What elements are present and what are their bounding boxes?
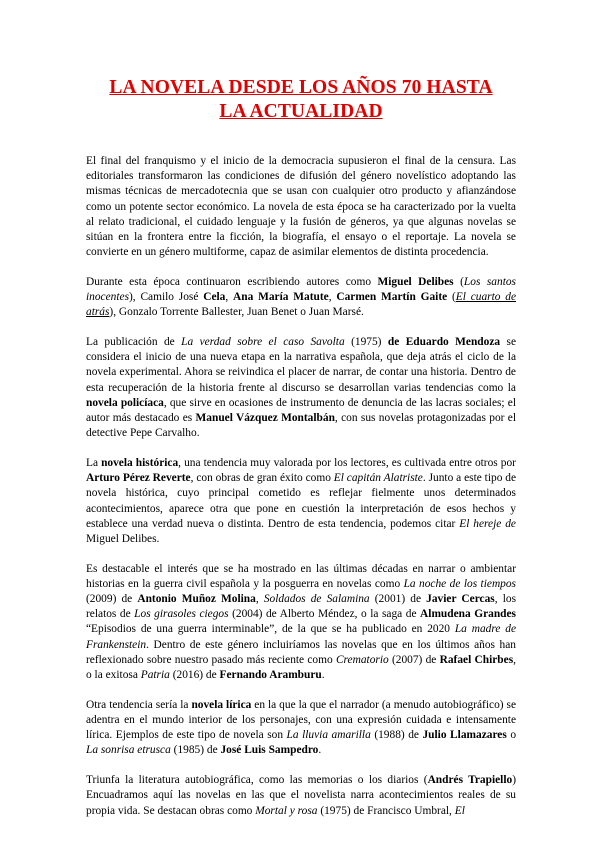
text-run: ( xyxy=(453,275,464,288)
author-name: Carmen Martín Gaite xyxy=(336,291,448,304)
text-run: (1985) de xyxy=(170,744,221,757)
author-name: Arturo Pérez Reverte xyxy=(86,472,191,485)
paragraph-guerra-civil xyxy=(86,562,516,684)
text-run: en la que la que el narrador (a menudo autobiográfico) se adentra en el mundo interior de los personajes, con una expresión cuidada e intensamente lírica. Ejemplos de este tipo de novela son xyxy=(86,698,516,742)
text-run: Otra tendencia sería la xyxy=(86,698,192,711)
work-title: El capitán Alatriste xyxy=(333,472,423,485)
text-run: (2009) de xyxy=(86,593,138,606)
text-run: ), Gonzalo Torrente Ballester, Juan Benet o Juan Marsé. xyxy=(109,306,364,319)
genre-name: novela histórica xyxy=(101,456,179,469)
paragraph-autobiografica xyxy=(86,773,516,819)
author-name: Almudena Grandes xyxy=(420,608,516,621)
text-run: ), Camilo José xyxy=(129,291,204,304)
title-line-2: LA ACTUALIDAD xyxy=(219,101,383,122)
text-run: . Dentro de este género incluiríamos las novelas que en los últimos años han reflexionado sobre nuestro pasado más reciente como xyxy=(86,638,516,666)
work-title: La noche de los tiempos xyxy=(403,577,516,590)
text-run: La xyxy=(86,456,102,469)
text-run: , o la exitosa xyxy=(86,653,516,682)
text-run: Durante esta época continuaron escribiendo autores como xyxy=(86,275,378,288)
work-title: Mortal y rosa xyxy=(255,804,318,817)
text-run: , xyxy=(255,593,264,606)
author-name: Ana María Matute xyxy=(233,291,329,304)
text-run: , los relatos de xyxy=(86,593,516,621)
text-run: , que sirve en ocasiones de instrumento de denuncia de las lacras sociales; el autor más destacado es xyxy=(86,396,516,425)
text-run: Es destacable el interés que se ha mostrado en las últimas décadas en narrar o ambientar historias en la guerra civil española y la posguerra en novelas como xyxy=(86,562,516,590)
work-title: Soldados de Salamina xyxy=(263,593,370,606)
author-name: de Eduardo Mendoza xyxy=(387,336,501,349)
text-run: “Episodios de una guerra interminable”, de la que se ha publicado en 2020 xyxy=(86,623,455,636)
paragraph-authors xyxy=(86,275,516,321)
text-run: La publicación de xyxy=(86,336,182,349)
author-name: Julio Llamazares xyxy=(422,729,507,742)
author-name: Javier Cercas xyxy=(426,593,495,606)
work-title: El cuarto de atrás xyxy=(86,291,516,319)
text-run: Miguel Delibes. xyxy=(86,532,160,545)
text-run: . xyxy=(321,669,325,682)
work-title: La verdad sobre el caso Savolta xyxy=(181,336,345,349)
text-run: o xyxy=(506,729,517,742)
text-run: . xyxy=(318,744,322,757)
work-title: El hereje de xyxy=(459,517,516,530)
author-name: José Luis Sampedro xyxy=(220,744,319,757)
work-title: La lluvia amarilla xyxy=(286,729,371,742)
work-title: El xyxy=(454,804,465,817)
author-name: Andrés Trapiello xyxy=(427,774,513,787)
text-run: . Junto a este tipo de novela histórica, cuyo principal cometido es reflejar fielmente unos determinados acontecimientos, aparece otra que pone en cuestión la interpretación de esos hechos y establece una verdad nueva o distinta. Dentro de esta tendencia, podemos citar xyxy=(86,472,517,530)
text-run: (1975) xyxy=(344,336,388,349)
paragraph-lirica xyxy=(86,698,516,759)
text-run: Triunfa la literatura autobiográfica, como las memorias o los diarios ( xyxy=(86,774,428,787)
paragraph-mendoza xyxy=(86,335,516,441)
author-name: Cela xyxy=(203,291,226,304)
text-run: (2016) de xyxy=(169,669,220,682)
text-run: , con obras de gran éxito como xyxy=(190,472,334,485)
title-line-1: LA NOVELA DESDE LOS AÑOS 70 HASTA xyxy=(109,77,493,98)
text-run: (2004) de Alberto Méndez, o la saga de xyxy=(228,608,421,621)
author-name: Antonio Muñoz Molina xyxy=(137,593,256,606)
author-name: Manuel Vázquez Montalbán xyxy=(195,412,335,425)
work-title: La madre de Frankenstein xyxy=(86,623,516,651)
text-run: , con sus novelas protagonizadas por el detective Pepe Carvalho. xyxy=(86,412,516,440)
work-title: Patria xyxy=(140,669,170,682)
author-name: Fernando Aramburu xyxy=(219,669,322,682)
text-run: ) Encuadramos aquí las novelas en las que el novelista narra acontecimientos reales de su propia vida. Se destacan obras como xyxy=(86,774,516,817)
text-run: , una tendencia muy valorada por los lectores, es cultivada entre otros por xyxy=(178,456,516,469)
text-run: (1975) de Francisco Umbral, xyxy=(317,804,455,817)
text-run: , xyxy=(225,291,234,304)
text-run: (2007) de xyxy=(388,653,440,666)
paragraph-historica xyxy=(86,456,516,547)
text-run: se considera el inicio de una nueva etapa en la narrativa española, que deja atrás el ciclo de la novela experimental. Ahora se reivindica el placer de narrar, de contar una historia. Dentro de esta recuperación de la historia frente al discurso se desarrollan varias tendencias como la xyxy=(86,336,517,394)
work-title: Los santos inocentes xyxy=(86,275,516,304)
work-title: La sonrisa etrusca xyxy=(86,744,171,757)
paragraph-intro: El final del franquismo y el inicio de la democracia supusieron el final de la censura. Las editoriales transformaron las condiciones de difusión del género novelístico adoptando las mismas técnicas de mercadotecnia que se usan con cualquier otro producto y afianzándose como un potente sector económico. La novela de esta época se ha caracterizado por la vuelta al relato tradicional, el cuidado lenguaje y la fusión de géneros, ya que algunas novelas se sitúan en la frontera entre la ficción, la biografía, el ensayo o el reportaje. La novela se convierte en un género multiforme, capaz de asimilar elementos de distinta procedencia. xyxy=(86,155,516,259)
text-run: (1988) de xyxy=(370,729,423,742)
author-name: Miguel Delibes xyxy=(377,275,454,288)
genre-name: novela lírica xyxy=(191,698,252,711)
text-run: (2001) de xyxy=(369,593,427,606)
author-name: Rafael Chirbes xyxy=(439,653,514,666)
text-run: ( xyxy=(447,291,456,304)
work-title: Los girasoles ciegos xyxy=(134,608,229,621)
text-run: , xyxy=(328,291,337,304)
work-title: Crematorio xyxy=(335,653,389,666)
page-title xyxy=(86,76,516,124)
genre-name: novela policíaca xyxy=(86,396,164,409)
